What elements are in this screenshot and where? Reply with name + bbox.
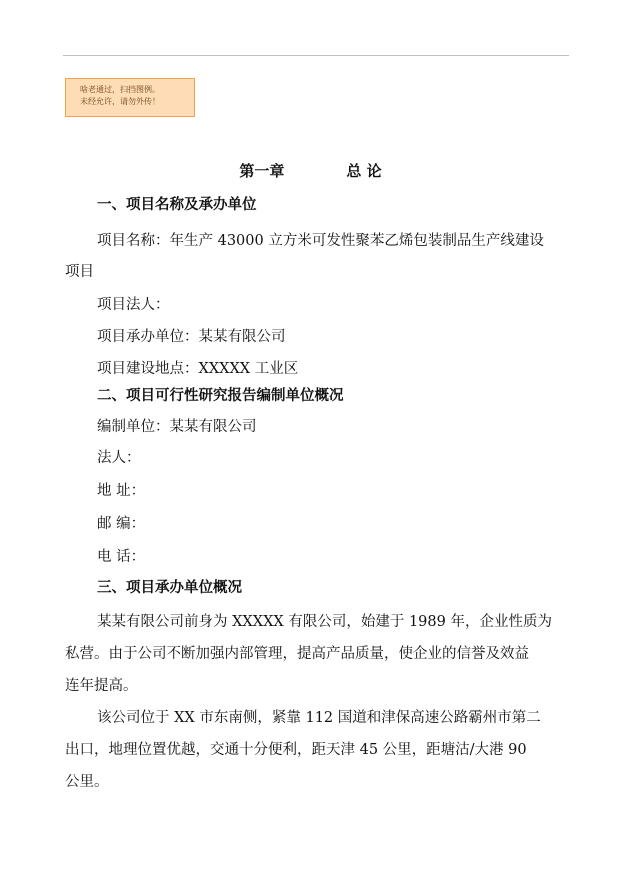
notice-stamp: [65, 78, 195, 117]
compiler-postcode: 邮 编：: [97, 516, 146, 532]
chapter-title: [0, 160, 621, 181]
chapter-name: 总 论: [346, 162, 382, 180]
section-3-heading: 三、项目承办单位概况: [97, 580, 242, 596]
paragraph-1-line-2: 私营。由于公司不断加强内部管理，提高产品质量，使企业的信誉及效益: [65, 646, 529, 662]
compiler-phone: 电 话：: [97, 549, 146, 565]
paragraph-2-line-2: 出口，地理位置优越，交通十分便利，距天津 45 公里，距塘沽/大港 90: [65, 742, 527, 758]
project-site: 项目建设地点：XXXXX 工业区: [97, 361, 299, 377]
stamp-line-2: 未经允许，请勿外传！: [80, 97, 160, 106]
stamp-line-1: 啥老通过，扫挡图例。: [80, 85, 160, 94]
compiler-address: 地 址：: [97, 483, 146, 499]
project-name-line-2: 项目: [65, 264, 94, 280]
paragraph-1-line-1: 某某有限公司前身为 XXXXX 有限公司，始建于 1989 年，企业性质为: [97, 614, 552, 630]
project-organizer: 项目承办单位：某某有限公司: [97, 329, 286, 345]
paragraph-2-line-3: 公里。: [65, 774, 109, 790]
compiler-legal-person: 法人：: [97, 450, 141, 466]
paragraph-1-line-3: 连年提高。: [65, 678, 138, 694]
project-legal-person: 项目法人：: [97, 297, 170, 313]
chapter-number: 第一章: [239, 162, 285, 180]
paragraph-2-line-1: 该公司位于 XX 市东南侧，紧靠 112 国道和津保高速公路霸州市第二: [97, 710, 541, 726]
compiler-unit: 编制单位：某某有限公司: [97, 419, 257, 435]
section-1-heading: 一、项目名称及承办单位: [97, 197, 257, 213]
header-rule: [63, 55, 569, 56]
section-2-heading: 二、项目可行性研究报告编制单位概况: [97, 388, 344, 404]
project-name-line-1: 项目名称：年生产 43000 立方米可发性聚苯乙烯包装制品生产线建设: [97, 233, 544, 249]
